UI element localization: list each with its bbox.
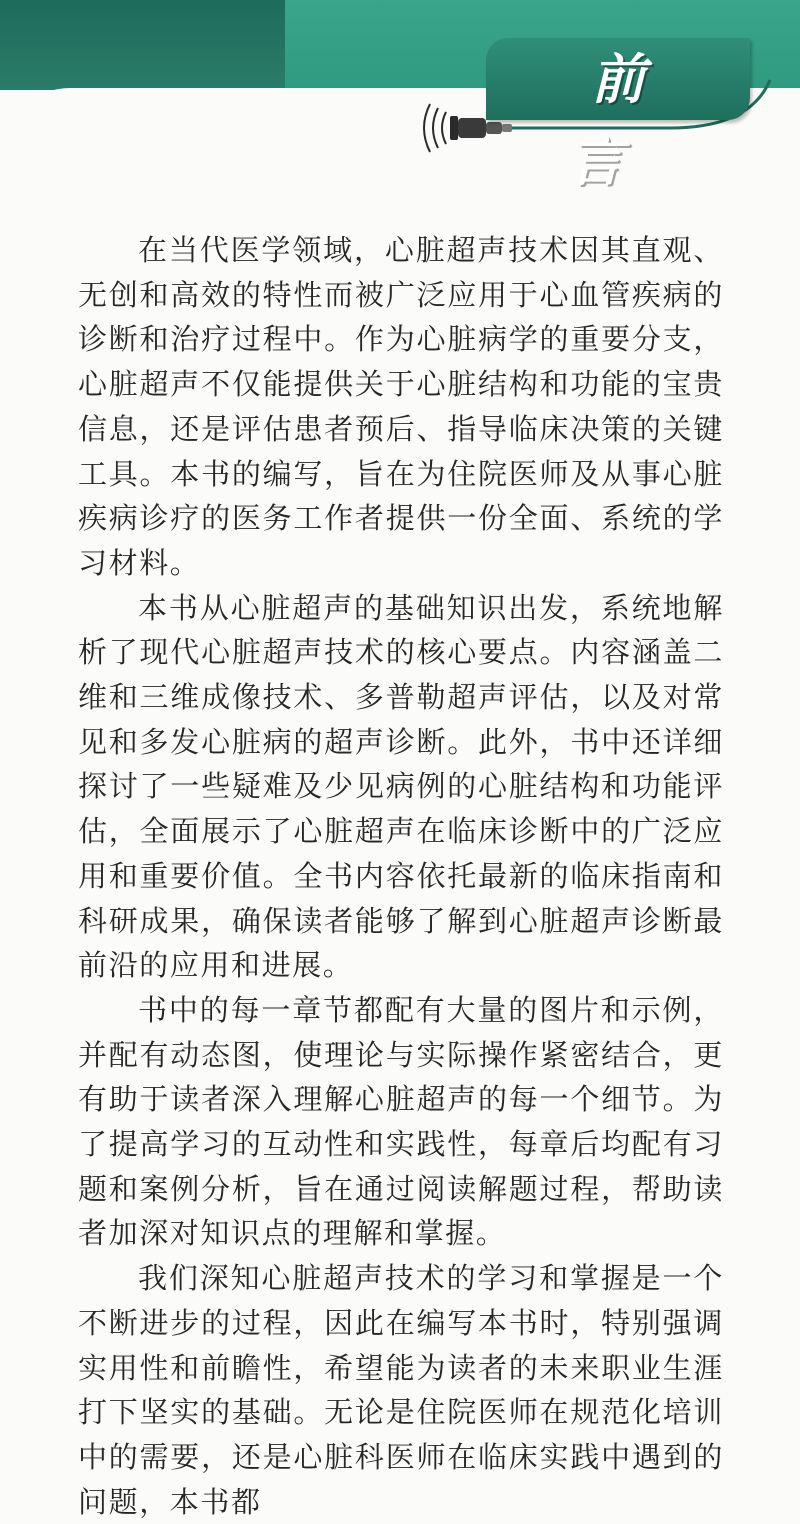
section-title-tab [486, 38, 750, 193]
page-title: 前 言 [569, 47, 689, 193]
preface-body [78, 228, 724, 1524]
paragraph-4: 我们深知心脏超声技术的学习和掌握是一个不断进步的过程，因此在编写本书时，特别强调实用性和前瞻性，希望能为读者的未来职业生涯打下坚实的基础。无论是住院医师在规范化培训中的需要，还是心脏科医师在临床实践中遇到的问题，本书都 [78, 1261, 724, 1519]
header-band-dark [0, 0, 285, 90]
paragraph-1: 在当代医学领域，心脏超声技术因其直观、无创和高效的特性而被广泛应用于心血管疾病的诊断和治疗过程中。作为心脏病学的重要分支，心脏超声不仅能提供关于心脏结构和功能的宝贵信息，还是评估患者预后、指导临床决策的关键工具。本书的编写，旨在为住院医师及从事心脏疾病诊疗的医务工作者提供一份全面、系统的学习材料。 [78, 233, 724, 580]
paragraph-3: 书中的每一章节都配有大量的图片和示例，并配有动态图，使理论与实际操作紧密结合，更有助于读者深入理解心脏超声的每一个细节。为了提高学习的互动性和实践性，每章后均配有习题和案例分析，旨在通过阅读解题过程，帮助读者加深对知识点的理解和掌握。 [78, 992, 724, 1251]
paragraph-2: 本书从心脏超声的基础知识出发，系统地解析了现代心脏超声技术的核心要点。内容涵盖二维和三维成像技术、多普勒超声评估，以及对常见和多发心脏病的超声诊断。此外，书中还详细探讨了一些疑难及少见病例的心脏结构和功能评估，全面展示了心脏超声在临床诊断中的广泛应用和重要价值。全书内容依托最新的临床指南和科研成果，确保读者能够了解到心脏超声诊断最前沿的应用和进展。 [78, 590, 724, 983]
